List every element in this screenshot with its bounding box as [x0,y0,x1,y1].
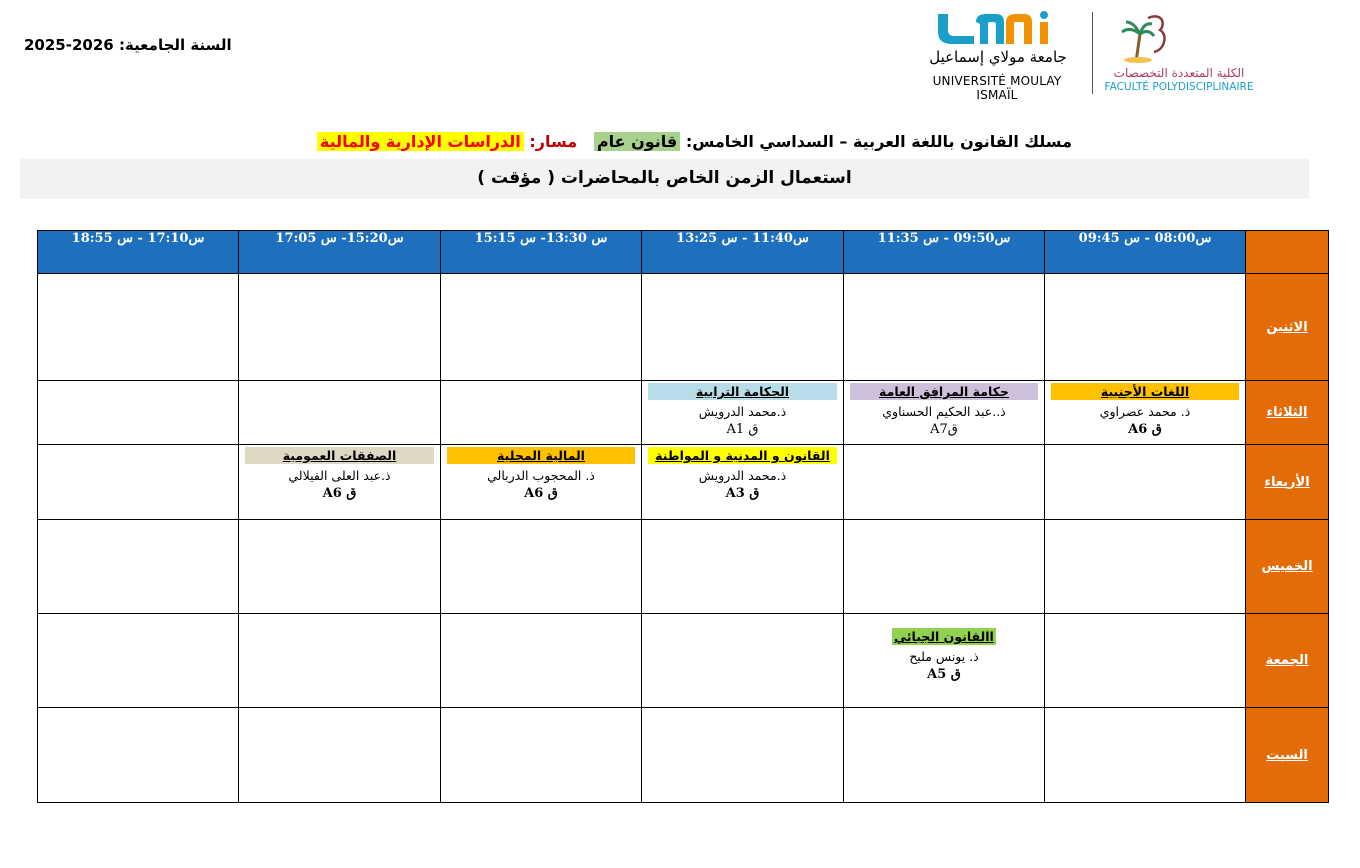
academic-year [24,36,232,54]
faculty-logo [1104,10,1254,96]
timeslot-header: س08:00 - س 09:45 [1045,231,1246,274]
day-cell [1246,614,1329,708]
course-room: ق A6 [322,486,357,501]
empty-cell [642,614,844,708]
timeslot-header: س15:20- س 17:05 [239,231,441,274]
empty-cell [38,708,239,803]
course-name: القانون و المدنية و المواطنة [648,447,837,464]
course-name: حكامة المرافق العامة [850,383,1038,400]
program-specialty: قانون عام [594,132,680,151]
timeslot-header: س 13:30- س 15:15 [441,231,642,274]
table-row [38,381,1329,445]
empty-cell [642,708,844,803]
logo-divider [1092,12,1093,94]
table-row [38,274,1329,381]
empty-cell [239,614,441,708]
day-cell [1246,274,1329,381]
session-cell [844,381,1045,445]
program-title-text: مسلك القانون باللغة العربية – السداسي الخامس: [685,132,1072,151]
day-label: الخميس [1261,559,1313,574]
session-cell [239,445,441,520]
course-room: قA7 [930,422,958,437]
empty-cell [844,520,1045,614]
empty-cell [441,708,642,803]
empty-cell [239,381,441,445]
academic-year-value: 2026-2025 [24,36,114,54]
university-name-fr: UNIVERSITÉ MOULAY ISMAÏL [932,74,1062,102]
palm-tree-icon [1114,10,1174,66]
timetable-header-row [38,231,1329,274]
course-room: ق A5 [927,667,961,682]
empty-cell [1045,520,1246,614]
empty-cell [844,708,1045,803]
day-cell [1246,445,1329,520]
timeslot-header: س09:50 - س 11:35 [844,231,1045,274]
empty-cell [239,708,441,803]
table-row [38,614,1329,708]
empty-cell [38,445,239,520]
day-label: السبت [1266,747,1308,763]
course-room: ق A6 [524,486,558,501]
table-row [38,520,1329,614]
day-label: الاثنين [1266,319,1308,335]
university-name-ar: جامعة مولاي إسماعيل [929,48,1067,66]
empty-cell [441,381,642,445]
empty-cell [38,274,239,381]
session-cell [441,445,642,520]
empty-cell [844,445,1045,520]
empty-cell [1045,445,1246,520]
empty-cell [441,274,642,381]
empty-cell [1045,614,1246,708]
faculty-name-fr: FACULTÉ POLYDISCIPLINAIRE [1104,81,1254,93]
empty-cell [38,614,239,708]
empty-cell [441,520,642,614]
course-professor: ذ.عبد العلى الفيلالي [288,468,391,483]
course-professor: ذ. المحجوب الدربالي [487,468,595,483]
empty-cell [1045,708,1246,803]
table-row [38,708,1329,803]
empty-cell [1045,274,1246,381]
empty-cell [38,520,239,614]
session-cell [642,445,844,520]
day-cell [1246,520,1329,614]
course-professor: ذ. يونس مليح [909,649,979,664]
day-label: الجمعة [1265,653,1309,668]
table-row [38,445,1329,520]
track-label: مسار: [529,132,578,151]
faculty-name-ar: الكلية المتعددة التخصصات [1113,66,1245,80]
timeslot-header: س11:40 - س 13:25 [642,231,844,274]
program-title [317,132,1072,151]
course-room: ق A6 [1128,422,1162,437]
course-professor: ذ. محمد عصراوي [1099,404,1191,419]
course-name: المالية المحلية [447,447,635,464]
academic-year-label: السنة الجامعية: [118,36,232,54]
course-professor: ذ.محمد الدرويش [698,468,787,483]
course-professor: ذ..عبد الحكيم الحسناوي [882,404,1006,419]
day-label: الثلاثاء [1266,405,1308,420]
course-name: الصفقات العمومية [245,447,434,464]
session-cell [642,381,844,445]
course-professor: ذ.محمد الدرويش [698,404,787,419]
corner-cell [1246,231,1329,274]
empty-cell [441,614,642,708]
empty-cell [844,274,1045,381]
session-cell [844,614,1045,708]
day-cell [1246,708,1329,803]
empty-cell [239,274,441,381]
empty-cell [642,520,844,614]
university-logo [912,10,1082,102]
session-cell [1045,381,1246,445]
empty-cell [239,520,441,614]
timetable [37,230,1329,803]
track-value: الدراسات الإدارية والمالية [317,132,524,151]
course-name: الحكامة الترابية [648,383,837,400]
day-label: الأربعاء [1264,474,1310,490]
empty-cell [38,381,239,445]
timeslot-header: س17:10 - س 18:55 [38,231,239,274]
empty-cell [642,274,844,381]
course-name: اللغات الأجنبية [1051,383,1239,400]
schedule-subtitle: استعمال الزمن الخاص بالمحاضرات ( مؤقت ) [20,159,1309,199]
course-room: ق A1 [726,422,759,437]
course-name: االقانون الجبائي [894,629,994,644]
course-room: ق A3 [725,486,760,501]
day-cell [1246,381,1329,445]
